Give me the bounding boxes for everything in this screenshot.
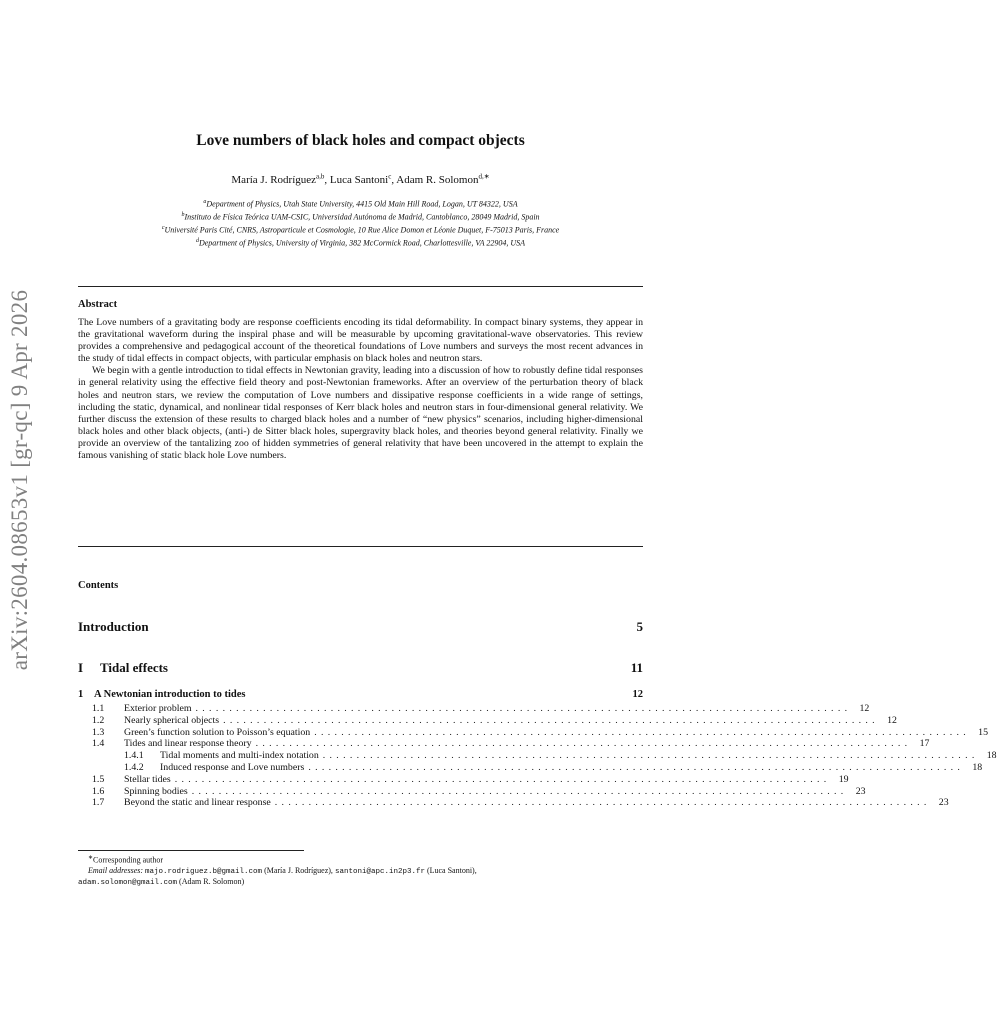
- affiliation: $^b$Instituto de Física Teórica UAM-CSIC, Universidad Autónoma de Madrid, Cantoblanco, 28049 Madrid, Spain: [181, 212, 540, 222]
- author-line: [78, 172, 643, 186]
- toc-leader-dots: .................................................................................................: [255, 738, 912, 750]
- abstract-paragraph: The Love numbers of a gravitating body are response coefficients encoding its tidal deformability. In compact binary systems, they appear in the gravitational waveform during the inspiral phase and will be measurable by upcoming gravitational-wave observatories. This review provides a comprehensive and pedagogical account of the theoretical foundations of Love numbers and surveys the most recent advances in the study of tidal effects in compact objects, with particular emphasis on black holes and neutron stars.: [78, 317, 643, 365]
- email-link[interactable]: majo.rodriguez.b@gmail.com: [145, 868, 263, 877]
- arxiv-identifier-text: arXiv:2604.08653v1 [gr-qc] 9 Apr 2026: [7, 289, 32, 671]
- toc-page: 5: [636, 619, 643, 634]
- email-addresses-continued: adam.solomon@gmail.com (Adam R. Solomon): [78, 877, 245, 888]
- toc-label: A Newtonian introduction to tides: [94, 689, 246, 700]
- toc-page: 12: [632, 689, 643, 700]
- affiliation: $^d$Department of Physics, University of Virginia, 382 McCormick Road, Charlottesville, VA 22904, USA: [195, 238, 526, 249]
- toc-part[interactable]: [78, 660, 643, 676]
- toc-entry[interactable]: 1.4 Tides and linear response theory ................................................................................................. 17: [92, 738, 930, 750]
- toc-entry[interactable]: 1.1 Exterior problem ................................................................................................. 12: [92, 703, 870, 714]
- toc-entry-list: [78, 703, 997, 809]
- toc-part-number: I: [78, 660, 84, 675]
- toc-page: 11: [630, 660, 643, 675]
- toc-introduction[interactable]: [78, 619, 643, 635]
- toc-chapter-title: [78, 689, 246, 700]
- affiliations: [68, 197, 653, 250]
- toc-leader-dots: .................................................................................................: [174, 773, 831, 785]
- toc-leader-dots: .................................................................................................: [191, 785, 848, 797]
- email-label: Email addresses:: [88, 866, 144, 876]
- toc-leader-dots: .................................................................................................: [314, 726, 971, 738]
- toc-part-title: [78, 660, 168, 676]
- toc-label: Introduction: [78, 619, 149, 634]
- abstract-paragraph: We begin with a gentle introduction to tidal effects in Newtonian gravity, leading into a discussion of how to robustly define tidal responses in general relativity using the effective field theory and post-Newtonian frameworks. After an overview of the perturbation theory of black holes and neutron stars, we review the computation of Love numbers and dissipative response coefficients in a wide range of settings, including the static, dynamical, and nonlinear tidal responses of Kerr black holes and neutron stars in four-dimensional general relativity. We further discuss the extension of these results to charged black holes and a number of “new physics” scenarios, including higher-dimensional black holes and other black objects, (anti-) de Sitter black holes, supergravity black holes, and theories beyond general relativity. Finally we provide an overview of the tantalizing zoo of hidden symmetries of general relativity that have been uncovered in the attempt to explain the famous vanishing of static black hole Love numbers.: [78, 365, 643, 462]
- email-addresses: Email addresses: majo.rodriguez.b@gmail.com (María J. Rodríguez), santoni@apc.in2p3.fr (Luca Santoni),: [88, 866, 477, 877]
- abstract-bottom-rule: [78, 546, 643, 547]
- affiliation: $^c$Université Paris Cité, CNRS, Astroparticule et Cosmologie, 10 Rue Alice Domon et Léonie Duquet, F-75013 Paris, France: [161, 225, 560, 235]
- footnote-rule: [78, 850, 304, 851]
- abstract-top-rule: [78, 286, 643, 287]
- author: María J. Rodríguez$^{a,b}$,: [231, 172, 330, 186]
- toc-chapter[interactable]: [78, 689, 643, 700]
- toc-entry[interactable]: 1.6 Spinning bodies ................................................................................................. 23: [92, 785, 866, 797]
- toc-leader-dots: .................................................................................................: [322, 750, 979, 762]
- toc-entry[interactable]: 1.2 Nearly spherical objects ................................................................................................. 12: [92, 714, 897, 726]
- affiliation: $^a$Department of Physics, Utah State University, 4415 Old Main Hill Road, Logan, UT 84322, USA: [203, 199, 518, 209]
- corresponding-author-note: ∗Corresponding author: [88, 855, 164, 865]
- toc-entry[interactable]: 1.4.1 Tidal moments and multi-index notation ................................................................................................. 18: [124, 750, 997, 762]
- email-link[interactable]: adam.solomon@gmail.com: [78, 879, 178, 888]
- toc-entry[interactable]: 1.4.2 Induced response and Love numbers ................................................................................................. 18: [124, 761, 983, 773]
- contents-heading: Contents: [78, 580, 119, 591]
- author: Luca Santoni$^c$,: [329, 172, 397, 186]
- author: Adam R. Solomon$^{d,∗}$: [396, 172, 490, 186]
- toc-leader-dots: .................................................................................................: [274, 797, 931, 809]
- toc-chapter-number: 1: [78, 689, 84, 700]
- footnote: [78, 853, 643, 889]
- toc-entry[interactable]: 1.7 Beyond the static and linear response ................................................................................................. 23: [92, 797, 949, 809]
- paper-title: Love numbers of black holes and compact objects: [196, 132, 525, 149]
- toc-entry[interactable]: 1.5 Stellar tides ................................................................................................. 19: [92, 773, 849, 785]
- abstract-heading: Abstract: [78, 299, 118, 310]
- email-link[interactable]: santoni@apc.in2p3.fr: [334, 868, 425, 877]
- toc-leader-dots: .................................................................................................: [195, 703, 852, 714]
- toc-leader-dots: .................................................................................................: [223, 714, 879, 726]
- toc-label: Tidal effects: [100, 660, 168, 675]
- abstract-body: [78, 317, 643, 462]
- toc-entry[interactable]: 1.3 Green’s function solution to Poisson’s equation ................................................................................................. 15: [92, 726, 989, 738]
- toc-leader-dots: .................................................................................................: [308, 761, 965, 773]
